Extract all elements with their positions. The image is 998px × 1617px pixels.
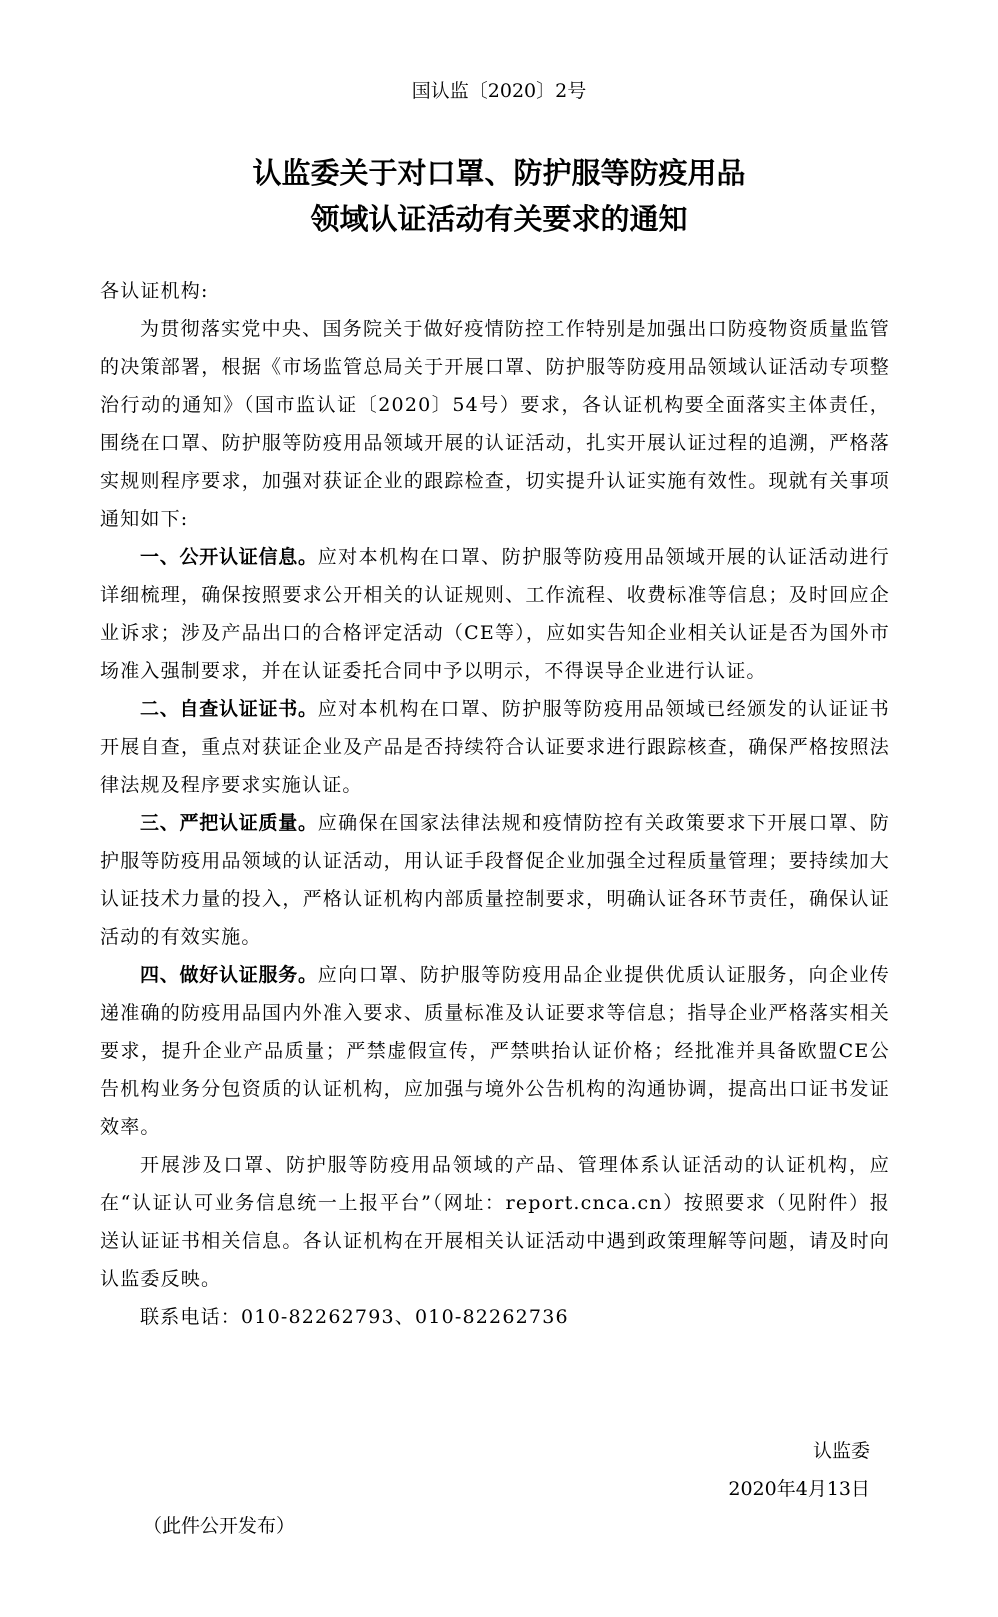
section-2-heading: 二、自查认证证书。	[140, 698, 318, 720]
public-release-note: （此件公开发布）	[143, 1515, 296, 1537]
section-2-text: 应对本机构在口罩、防护服等防疫用品领域已经颁发的认证证书开展自查，重点对获证企业及产品是否持续符合认证要求进行跟踪核查，确保严格按照法律法规及程序要求实施认证。	[100, 698, 890, 796]
closing-paragraph: 开展涉及口罩、防护服等防疫用品领域的产品、管理体系认证活动的认证机构，应在“认证认可业务信息统一上报平台”（网址：report.cnca.cn）按照要求（见附件）报送认证证书相关信息。各认证机构在开展相关认证活动中遇到政策理解等问题，请及时向认监委反映。	[100, 1154, 890, 1290]
intro-paragraph: 为贯彻落实党中央、国务院关于做好疫情防控工作特别是加强出口防疫物资质量监管的决策部署，根据《市场监管总局关于开展口罩、防护服等防疫用品领域认证活动专项整治行动的通知》（国市监认证〔2020〕54号）要求，各认证机构要全面落实主体责任，围绕在口罩、防护服等防疫用品领域开展的认证活动，扎实开展认证过程的追溯，严格落实规则程序要求，加强对获证企业的跟踪检查，切实提升认证实施有效性。现就有关事项通知如下:	[100, 318, 890, 530]
section-3	[100, 804, 890, 956]
section-3-heading: 三、严把认证质量。	[140, 812, 318, 834]
section-1	[100, 538, 890, 690]
title-line-1: 认监委关于对口罩、防护服等防疫用品	[252, 156, 746, 190]
document-number: 国认监〔2020〕2号	[411, 80, 587, 102]
document-body	[100, 272, 890, 1336]
section-4	[100, 956, 890, 1146]
section-1-heading: 一、公开认证信息。	[140, 546, 318, 568]
section-4-heading: 四、做好认证服务。	[140, 964, 318, 986]
title-line-2: 领域认证活动有关要求的通知	[310, 202, 688, 236]
signature-block	[728, 1432, 870, 1508]
salutation: 各认证机构:	[100, 280, 209, 302]
section-1-text: 应对本机构在口罩、防护服等防疫用品领域开展的认证活动进行详细梳理，确保按照要求公开相关的认证规则、工作流程、收费标准等信息；及时回应企业诉求；涉及产品出口的合格评定活动（CE等），应如实告知企业相关认证是否为国外市场准入强制要求，并在认证委托合同中予以明示，不得误导企业进行认证。	[100, 546, 890, 682]
section-4-text: 应向口罩、防护服等防疫用品企业提供优质认证服务，向企业传递准确的防疫用品国内外准入要求、质量标准及认证要求等信息；指导企业严格落实相关要求，提升企业产品质量；严禁虚假宣传，严禁哄抬认证价格；经批准并具备欧盟CE公告机构业务分包资质的认证机构，应加强与境外公告机构的沟通协调，提高出口证书发证效率。	[100, 964, 890, 1138]
signature-date: 2020年4月13日	[728, 1478, 870, 1500]
section-2	[100, 690, 890, 804]
contact-phone: 联系电话：010-82262793、010-82262736	[140, 1306, 569, 1328]
signature-org: 认监委	[812, 1440, 870, 1462]
document-title	[0, 150, 998, 242]
section-3-text: 应确保在国家法律法规和疫情防控有关政策要求下开展口罩、防护服等防疫用品领域的认证活动，用认证手段督促企业加强全过程质量管理；要持续加大认证技术力量的投入，严格认证机构内部质量控制要求，明确认证各环节责任，确保认证活动的有效实施。	[100, 812, 890, 948]
